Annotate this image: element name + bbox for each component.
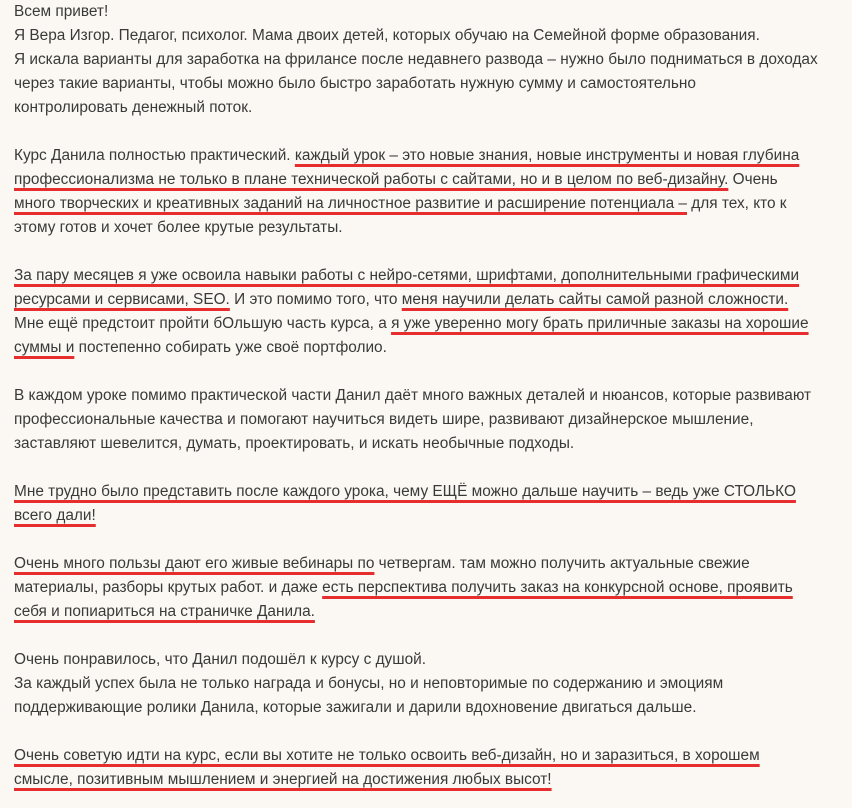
text-line <box>14 600 844 624</box>
highlighted-text: ресурсами и сервисами, SEO. <box>14 291 230 308</box>
text-segment: этому готов и хочет более крутые результаты. <box>14 219 343 236</box>
paragraph <box>14 0 844 120</box>
text-segment: Курс Данила полностью практический. <box>14 147 295 164</box>
text-line <box>14 72 844 96</box>
paragraph <box>14 384 844 456</box>
highlighted-text: За пару месяцев я уже освоила навыки работы с нейро-сетями, шрифтами, дополнительными графическими <box>14 267 800 284</box>
text-segment: Я Вера Изгор. Педагог, психолог. Мама двоих детей, которых обучаю на Семейной форме образования. <box>14 27 760 44</box>
highlighted-text: я уже уверенно могу брать приличные заказы на хорошие <box>391 315 809 332</box>
highlighted-text: себя и попиариться на страничке Данила. <box>14 603 315 620</box>
text-line <box>14 768 844 792</box>
text-line <box>14 432 844 456</box>
highlighted-text: всего дали! <box>14 507 96 524</box>
text-segment: Мне ещё предстоит пройти бОльшую часть курса, а <box>14 315 392 332</box>
text-line <box>14 672 844 696</box>
text-line <box>14 384 844 408</box>
text-segment: Очень <box>728 171 778 188</box>
text-line <box>14 480 844 504</box>
text-segment: через такие варианты, чтобы можно было быстро заработать нужную сумму и самостоятельно <box>14 75 696 92</box>
text-segment: За каждый успех была не только награда и бонусы, но и неповторимые по содержанию и эмоциям <box>14 675 724 692</box>
text-line <box>14 312 844 336</box>
text-segment: Я искала варианты для заработка на фрилансе после недавнего развода – нужно было подниматься в доходах <box>14 51 818 68</box>
highlighted-text: Очень много пользы дают его живые вебинары по <box>14 555 375 572</box>
highlighted-text: суммы и <box>14 339 75 356</box>
text-segment: И это помимо того, что <box>229 291 402 308</box>
paragraph <box>14 264 844 360</box>
text-line <box>14 192 844 216</box>
paragraph <box>14 480 844 528</box>
paragraph <box>14 648 844 720</box>
paragraph <box>14 144 844 240</box>
text-segment: профессиональные качества и помогают научиться видеть шире, развивают дизайнерское мышление, <box>14 411 754 428</box>
text-segment: контролировать денежный поток. <box>14 99 253 116</box>
paragraph <box>14 552 844 624</box>
text-segment: Всем привет! <box>14 3 109 20</box>
text-line <box>14 504 844 528</box>
highlighted-text: много творческих и креативных заданий на личностное развитие и расширение потенциала – <box>14 195 687 212</box>
text-line <box>14 264 844 288</box>
text-line <box>14 216 844 240</box>
highlighted-text: есть перспектива получить заказ на конкурсной основе, проявить <box>322 579 793 596</box>
highlighted-text: каждый урок – это новые знания, новые инструменты и новая глубина <box>294 147 800 164</box>
text-line <box>14 696 844 720</box>
text-line <box>14 48 844 72</box>
text-line <box>14 24 844 48</box>
text-line <box>14 288 844 312</box>
highlighted-text: Очень советую идти на курс, если вы хотите не только освоить веб-дизайн, но и заразиться, в хорошем <box>14 747 760 764</box>
text-segment: заставляют шевелится, думать, проектировать, и искать необычные подходы. <box>14 435 575 452</box>
text-line <box>14 744 844 768</box>
text-line <box>14 144 844 168</box>
text-line <box>14 96 844 120</box>
text-segment: Очень понравилось, что Данил подошёл к курсу с душой. <box>14 651 427 668</box>
text-line <box>14 0 844 24</box>
text-line <box>14 408 844 432</box>
text-segment: четвергам. там можно получить актуальные свежие <box>374 555 750 572</box>
text-line <box>14 576 844 600</box>
text-line <box>14 648 844 672</box>
highlighted-text: меня научили делать сайты самой разной сложности. <box>401 291 789 308</box>
text-segment: постепенно собирать уже своё портфолио. <box>74 339 387 356</box>
highlighted-text: Мне трудно было представить после каждого урока, чему ЕЩЁ можно дальше научить – ведь уже СТОЛЬКО <box>14 483 796 500</box>
text-line <box>14 336 844 360</box>
text-segment: поддерживающие ролики Данила, которые зажигали и дарили вдохновение двигаться дальше. <box>14 699 697 716</box>
highlighted-text: профессионализма не только в плане технической работы с сайтами, но и в целом по веб-дизайну. <box>14 171 729 188</box>
text-segment: В каждом уроке помимо практической части Данил даёт много важных деталей и нюансов, которые развивают <box>14 387 812 404</box>
text-line <box>14 168 844 192</box>
text-segment: материалы, разборы крутых работ. и даже <box>14 579 323 596</box>
paragraph <box>14 744 844 792</box>
text-line <box>14 552 844 576</box>
text-segment: для тех, кто к <box>687 195 787 212</box>
highlighted-text: смысле, позитивным мышлением и энергией на достижения любых высот! <box>14 771 552 788</box>
